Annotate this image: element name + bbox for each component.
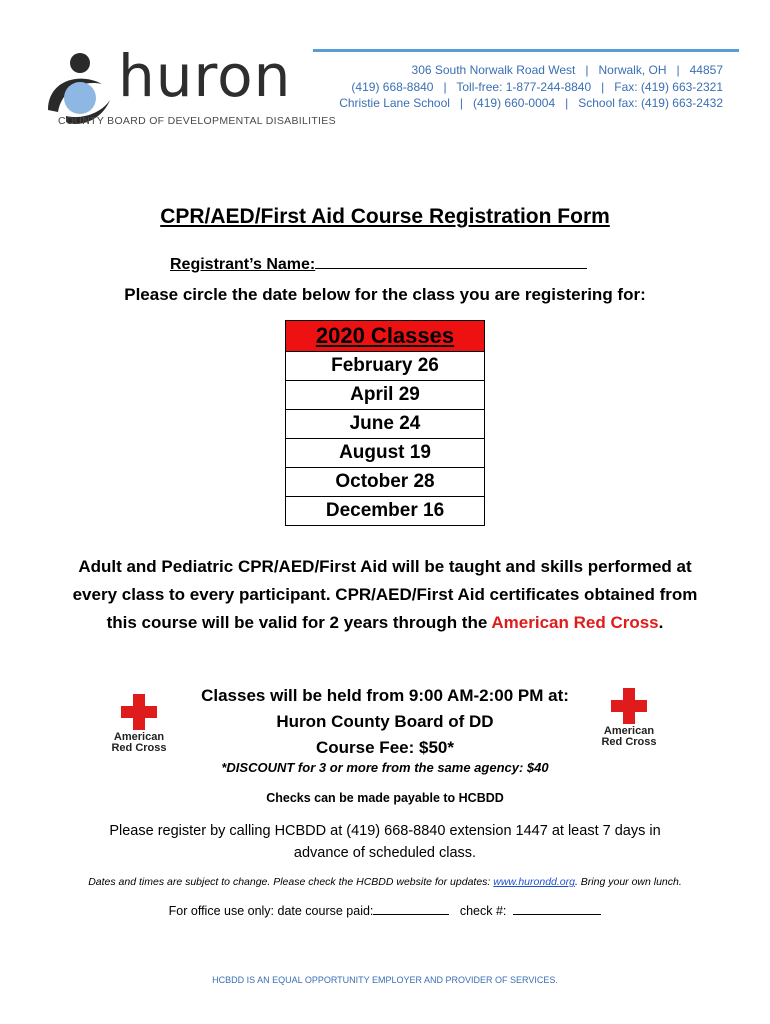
form-title: CPR/AED/First Aid Course Registration Form <box>160 205 610 228</box>
classes-heading: 2020 Classes <box>286 321 485 352</box>
website-link[interactable]: www.hurondd.org <box>493 876 575 888</box>
american-red-cross-text: American Red Cross <box>491 613 659 632</box>
office-check-label: check #: <box>459 904 507 918</box>
class-time: Classes will be held from 9:00 AM-2:00 PM at: <box>201 686 569 705</box>
register-instructions: Please register by calling HCBDD at (419) 668-8840 extension 1447 at least 7 days in advance of scheduled class. <box>109 823 661 861</box>
date-paid-blank[interactable] <box>373 902 449 915</box>
class-date[interactable]: June 24 <box>286 410 485 439</box>
class-location: Huron County Board of DD <box>276 712 494 731</box>
class-date[interactable]: April 29 <box>286 381 485 410</box>
registrant-name-blank[interactable] <box>315 252 587 269</box>
discount-note: *DISCOUNT for 3 or more from the same agency: $40 <box>221 760 549 775</box>
dates-notice-text: Dates and times are subject to change. Please check the HCBDD website for updates: <box>88 876 494 888</box>
footer-eeo: HCBDD IS AN EQUAL OPPORTUNITY EMPLOYER AND PROVIDER OF SERVICES. <box>212 975 558 985</box>
header-rule <box>313 49 739 52</box>
logo-subtitle: COUNTY BOARD OF DEVELOPMENTAL DISABILITIES <box>58 115 336 127</box>
class-date[interactable]: August 19 <box>286 439 485 468</box>
registrant-name-label: Registrant’s Name: <box>170 256 316 273</box>
circle-instruction: Please circle the date below for the class you are registering for: <box>124 285 646 304</box>
class-details <box>0 683 770 761</box>
checks-payable: Checks can be made payable to HCBDD <box>266 791 504 805</box>
dates-notice-end: . Bring your own lunch. <box>574 876 682 888</box>
contact-block <box>339 62 723 112</box>
red-cross-line1: American <box>113 731 165 743</box>
course-description-end: . <box>658 613 664 632</box>
course-fee: Course Fee: $50* <box>316 738 454 757</box>
class-date[interactable]: October 28 <box>286 468 485 497</box>
check-number-blank[interactable] <box>513 902 601 915</box>
red-cross-line2: Red Cross <box>111 742 167 754</box>
registrant-name-field[interactable] <box>170 252 587 274</box>
dates-notice <box>0 876 770 888</box>
office-use <box>0 902 770 918</box>
red-cross-line2: Red Cross <box>601 736 657 748</box>
classes-table <box>285 320 485 526</box>
address-line-3: Christie Lane School | (419) 660-0004 | School fax: (419) 663-2432 <box>339 96 723 110</box>
red-cross-line1: American <box>603 725 655 737</box>
class-date[interactable]: December 16 <box>286 497 485 526</box>
address-line-1: 306 South Norwalk Road West | Norwalk, OH | 44857 <box>411 63 723 77</box>
course-description-text: Adult and Pediatric CPR/AED/First Aid will be taught and skills performed at every class to every participant. CPR/AED/First Aid certificates obtained from this course will be valid for 2 years through the <box>72 557 698 632</box>
class-date[interactable]: February 26 <box>286 352 485 381</box>
logo-wordmark: huron <box>118 42 292 110</box>
address-line-2: (419) 668-8840 | Toll-free: 1-877-244-8840 | Fax: (419) 663-2321 <box>351 79 723 94</box>
course-description <box>70 553 700 637</box>
office-date-label: For office use only: date course paid: <box>168 904 374 918</box>
